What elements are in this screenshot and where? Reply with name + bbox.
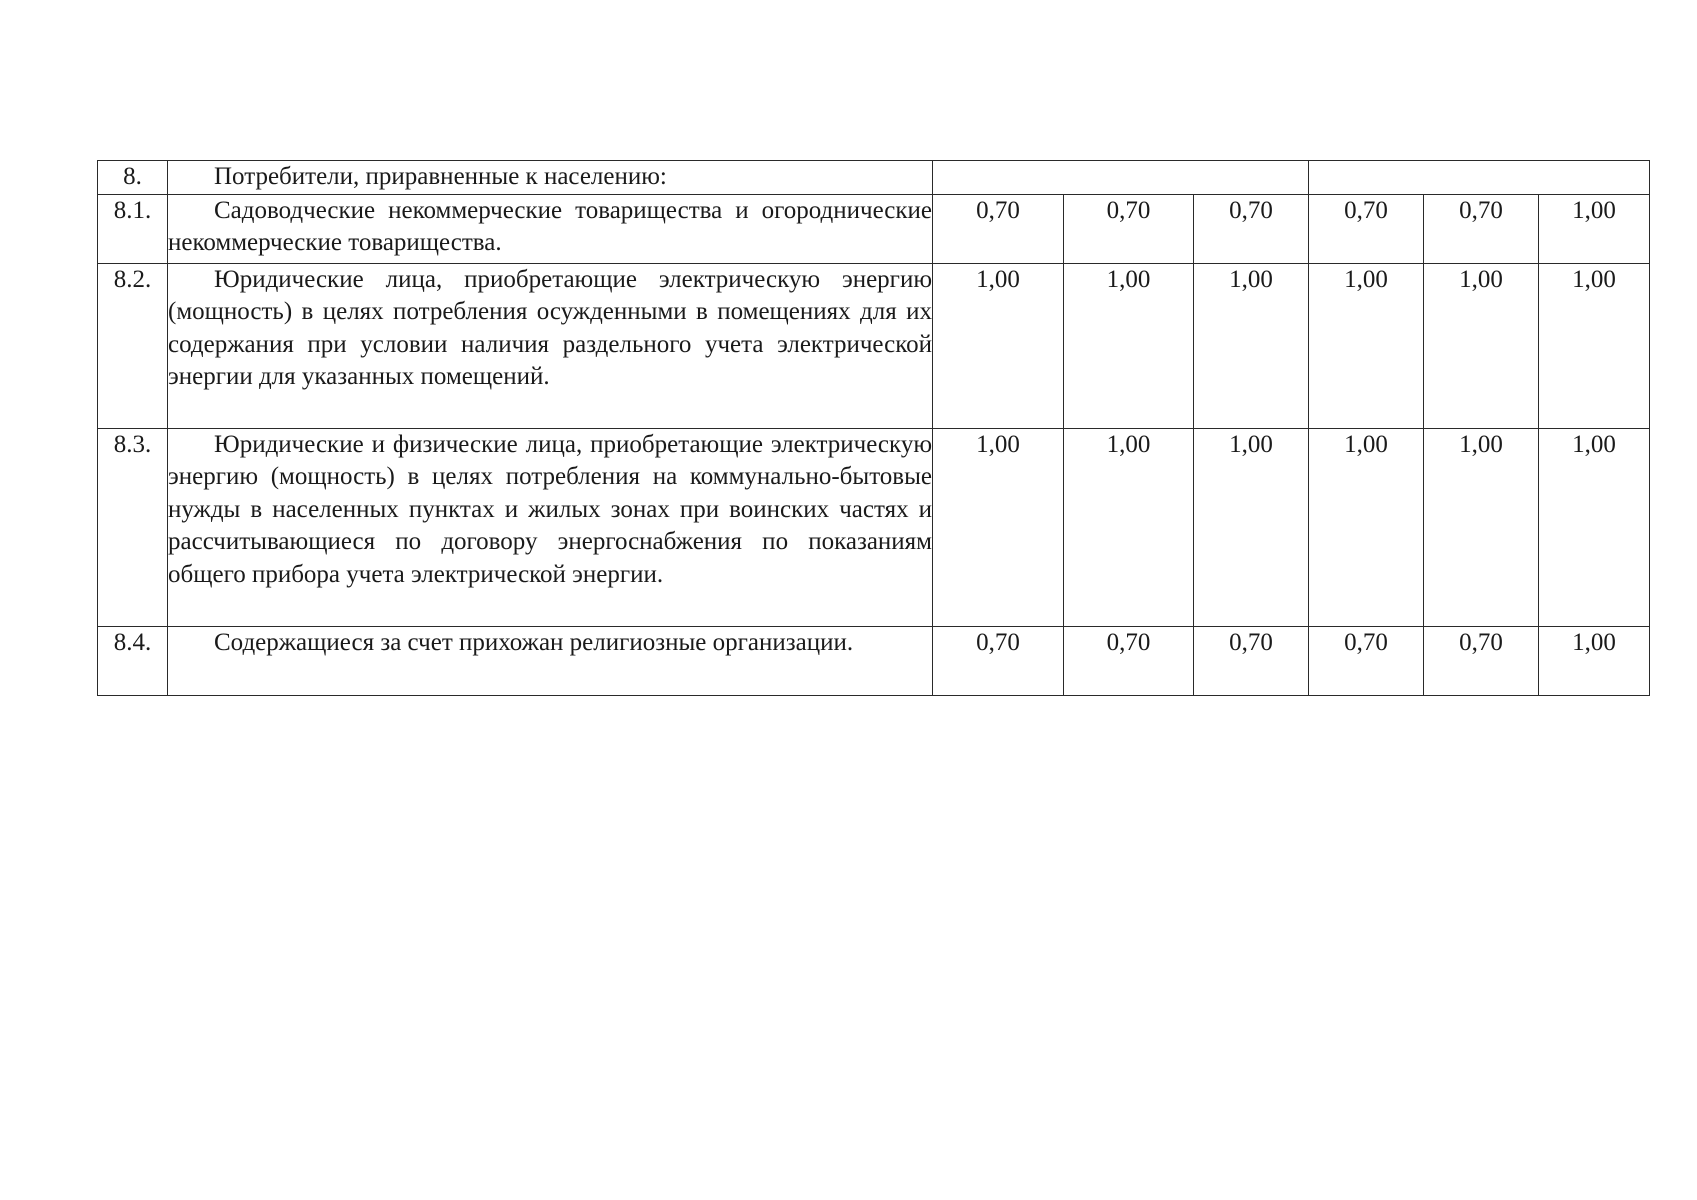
- empty-cell: [1309, 161, 1650, 195]
- row-number: 8.2.: [98, 263, 168, 428]
- table-row: [98, 626, 1650, 695]
- value-cell: 1,00: [1064, 428, 1194, 626]
- row-description: Юридические лица, приобретающие электрическую энергию (мощность) в целях потребления осужденными в помещениях для их содержания при условии наличия раздельного учета электрической энергии для указанных помещений.: [168, 263, 933, 428]
- value-cell: 0,70: [1424, 194, 1539, 263]
- value-cell: 0,70: [1309, 626, 1424, 695]
- value-cell: 0,70: [1309, 194, 1424, 263]
- value-cell: 1,00: [1194, 263, 1309, 428]
- empty-cell: [933, 161, 1309, 195]
- value-cell: 0,70: [1064, 194, 1194, 263]
- row-number: 8.3.: [98, 428, 168, 626]
- table-row: [98, 194, 1650, 263]
- row-number: 8.: [98, 161, 168, 195]
- value-cell: 1,00: [1539, 194, 1650, 263]
- row-description: Юридические и физические лица, приобретающие электрическую энергию (мощность) в целях потребления на коммунально-бытовые нужды в населенных пунктах и жилых зонах при воинских частях и рассчитывающиеся по договору энергоснабжения по показаниям общего прибора учета электрической энергии.: [168, 428, 933, 626]
- value-cell: 0,70: [933, 194, 1064, 263]
- value-cell: 0,70: [1064, 626, 1194, 695]
- value-cell: 1,00: [1424, 263, 1539, 428]
- value-cell: 1,00: [1539, 626, 1650, 695]
- tariff-coefficients-table: [97, 160, 1650, 696]
- row-description: Потребители, приравненные к населению:: [168, 161, 933, 195]
- value-cell: 1,00: [1064, 263, 1194, 428]
- value-cell: 1,00: [1309, 263, 1424, 428]
- row-number: 8.4.: [98, 626, 168, 695]
- value-cell: 1,00: [1309, 428, 1424, 626]
- value-cell: 0,70: [1424, 626, 1539, 695]
- value-cell: 0,70: [1194, 626, 1309, 695]
- table-row: [98, 161, 1650, 195]
- value-cell: 1,00: [1539, 263, 1650, 428]
- value-cell: 1,00: [1424, 428, 1539, 626]
- value-cell: 1,00: [1539, 428, 1650, 626]
- row-number: 8.1.: [98, 194, 168, 263]
- value-cell: 0,70: [933, 626, 1064, 695]
- row-description: Содержащиеся за счет прихожан религиозные организации.: [168, 626, 933, 695]
- table-row: [98, 263, 1650, 428]
- value-cell: 1,00: [1194, 428, 1309, 626]
- table-row: [98, 428, 1650, 626]
- value-cell: 1,00: [933, 263, 1064, 428]
- value-cell: 0,70: [1194, 194, 1309, 263]
- row-description: Садоводческие некоммерческие товарищества и огороднические некоммерческие товарищества.: [168, 194, 933, 263]
- value-cell: 1,00: [933, 428, 1064, 626]
